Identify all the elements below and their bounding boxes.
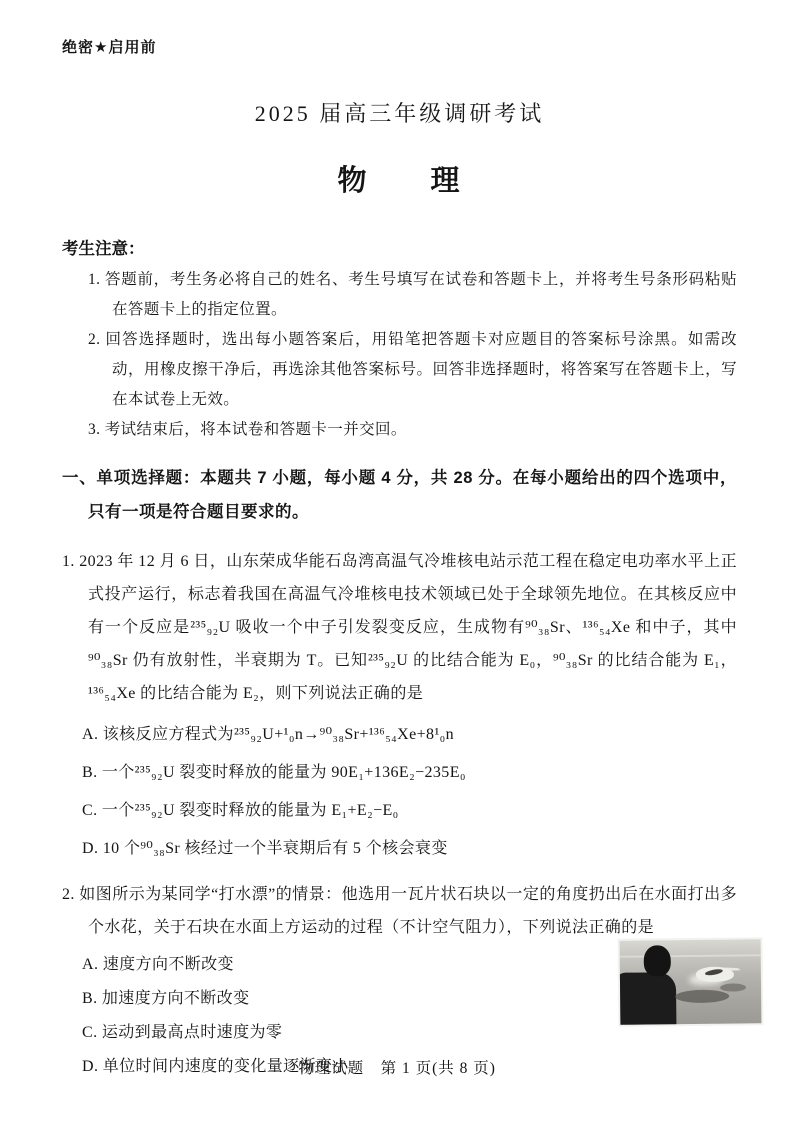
subject-title: 物 理 [337, 165, 462, 197]
page-footer: 物理试题 第 1 页(共 8 页) [298, 1060, 496, 1077]
question-2-option-b: B. 加速度方向不断改变 [82, 990, 250, 1007]
question-2-option-d: D. 单位时间内速度的变化量逐渐变小 [82, 1058, 349, 1075]
section-1-heading: 一、单项选择题：本题共 7 小题，每小题 4 分，共 28 分。在每小题给出的四个选项中，只有一项是符合题目要求的。 [62, 469, 737, 521]
question-1-option-c: C. 一个²³⁵₉₂U 裂变时释放的能量为 E₁+E₂−E₀ [82, 802, 399, 819]
question-2 [62, 878, 737, 1080]
question-2-option-a: A. 速度方向不断改变 [82, 956, 234, 973]
notice-heading: 考生注意： [62, 240, 145, 258]
classification-label: 绝密★启用前 [62, 39, 157, 56]
notice-item-3: 3. 考试结束后，将本试卷和答题卡一并交回。 [88, 421, 407, 438]
question-1 [62, 545, 737, 862]
water-ripple [675, 990, 729, 1004]
question-1-option-d: D. 10 个⁹⁰₃₈Sr 核经过一个半衰期后有 5 个核会衰变 [82, 840, 448, 857]
question-2-stem: 2. 如图所示为某同学“打水漂”的情景：他选用一瓦片状石块以一定的角度扔出后在水面打出多个水花，关于石块在水面上方运动的过程（不计空气阻力），下列说法正确的是 [62, 886, 737, 936]
question-1-option-b: B. 一个²³⁵₉₂U 裂变时释放的能量为 90E₁+136E₂−235E₀ [82, 764, 466, 781]
water-splash [696, 967, 734, 982]
question-1-stem: 1. 2023 年 12 月 6 日，山东荣成华能石岛湾高温气冷堆核电站示范工程在稳定电功率水平上正式投产运行，标志着我国在高温气冷堆核电技术领域已处于全球领先地位。在其核反应中有一个反应是²³⁵₉₂U 吸收一个中子引发裂变反应，生成物有⁹⁰₃₈Sr、¹³⁶₅₄Xe 和中子，其中⁹⁰₃₈Sr 仍有放射性，半衰期为 T。已知²³⁵₉₂U 的比结合能为 E₀，⁹⁰₃₈Sr 的比结合能为 E₁，¹³⁶₅₄Xe 的比结合能为 E₂，则下列说法正确的是 [62, 553, 737, 702]
exam-title: 2025 届高三年级调研考试 [254, 101, 545, 126]
person-silhouette-head [644, 945, 671, 976]
question-2-option-c: C. 运动到最高点时速度为零 [82, 1024, 283, 1041]
water-ripple-small [720, 983, 746, 991]
water-horizon-line [620, 954, 761, 957]
notice-section [62, 235, 737, 445]
notice-list [88, 265, 737, 445]
notice-item-1: 1. 答题前，考生务必将自己的姓名、考生号填写在试卷和答题卡上，并将考生号条形码粘贴在答题卡上的指定位置。 [88, 271, 737, 318]
question-1-option-a: A. 该核反应方程式为²³⁵₉₂U+¹₀n→⁹⁰₃₈Sr+¹³⁶₅₄Xe+8¹₀n [82, 726, 455, 743]
person-silhouette-body [620, 972, 677, 1025]
notice-item-2: 2. 回答选择题时，选出每小题答案后，用铅笔把答题卡对应题目的答案标号涂黑。如需改动，用橡皮擦干净后，再选涂其他答案标号。回答非选择题时，将答案写在答题卡上，写在本试卷上无效。 [88, 331, 737, 408]
stone-skipping-photo [620, 939, 762, 1024]
